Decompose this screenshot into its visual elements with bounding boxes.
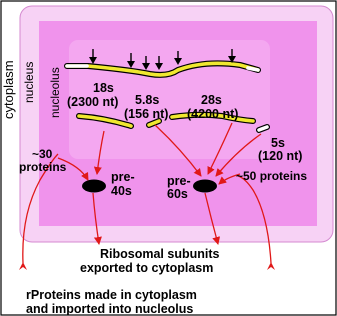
pre-40s-label-line1: pre- [111,170,135,184]
pre-60s-label-line2: 60s [167,187,188,201]
nucleus-label: nucleus [22,61,36,103]
rrna-58s-length: (156 nt) [124,107,169,121]
export-caption-line1: Ribosomal subunits [100,247,220,261]
import-caption-line2: and imported into nucleolus [26,302,194,316]
rrna-28s-length: (4200 nt) [187,107,239,121]
rrna-18s-length: (2300 nt) [67,95,119,109]
nucleolus-label: nucleolus [48,67,62,118]
pre-60s-label-line1: pre- [167,174,191,188]
import-caption-line1: rProteins made in cytoplasm [26,288,197,302]
proteins-30-count: ~30 [32,147,53,161]
proteins-30-label: proteins [19,160,67,174]
rrna-5s-length: (120 nt) [258,149,303,163]
proteins-50-label: ~50 proteins [236,169,308,183]
pre-40s-particle [82,180,106,193]
cytoplasm-label: cytoplasm [1,60,16,119]
rrna-58s-fragment [149,121,159,125]
rrna-58s-name: 5.8s [135,93,160,107]
export-caption-line2: exported to cytoplasm [80,261,214,275]
pre-60s-particle [193,180,217,193]
pre-40s-label-line2: 40s [111,184,132,198]
rrna-5s-name: 5s [271,136,285,150]
rrna-18s-name: 18s [93,81,114,95]
rrna-28s-name: 28s [201,93,222,107]
rrna-5s-fragment [259,127,267,130]
